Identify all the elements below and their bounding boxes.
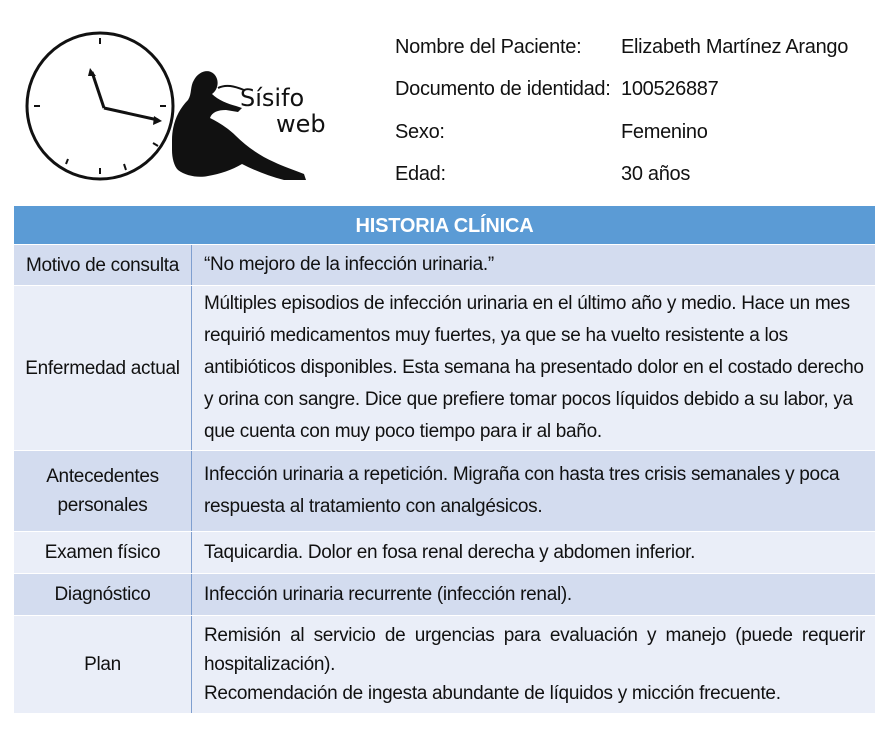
patient-document-value: 100526887: [621, 78, 719, 101]
diagnostico-label: Diagnóstico: [14, 574, 192, 616]
clinical-history-table: [13, 205, 876, 714]
row-plan: [14, 616, 876, 714]
patient-row-name: [395, 26, 865, 69]
plan-text-line2: Recomendación de ingesta abundante de líquidos y micción frecuente.: [204, 683, 781, 704]
table-title-text: HISTORIA CLÍNICA: [355, 214, 534, 237]
sisifo-web-logo: [22, 28, 326, 188]
patient-name-label: Nombre del Paciente:: [395, 35, 582, 58]
motivo-label: Motivo de consulta: [14, 245, 192, 286]
logo-text-sisifo: Sísifo: [240, 84, 305, 112]
patient-row-document: [395, 69, 865, 112]
enfermedad-label: Enfermedad actual: [14, 286, 192, 451]
examen-text: Taquicardia. Dolor en fosa renal derecha y abdomen inferior.: [192, 532, 876, 574]
patient-name-value: Elizabeth Martínez Arango: [621, 35, 849, 58]
plan-cell: [192, 616, 876, 714]
logo-text-web: web: [276, 110, 326, 138]
patient-age-value: 30 años: [621, 163, 691, 186]
table-header-row: [14, 206, 876, 245]
row-diagnostico: [14, 574, 876, 616]
table-title: [14, 206, 876, 245]
patient-sex-value: Femenino: [621, 120, 708, 143]
row-enfermedad: [14, 286, 876, 451]
antecedentes-label: Antecedentes personales: [14, 451, 192, 532]
row-motivo: [14, 245, 876, 286]
patient-info: [395, 26, 865, 196]
motivo-text: “No mejoro de la infección urinaria.”: [192, 245, 876, 286]
row-examen: [14, 532, 876, 574]
plan-label: Plan: [14, 616, 192, 714]
plan-text-line1: Remisión al servicio de urgencias para evaluación y manejo (puede requerir hospitalización).: [204, 625, 865, 675]
patient-row-age: [395, 154, 865, 197]
patient-sex-label: Sexo:: [395, 120, 445, 143]
antecedentes-text: Infección urinaria a repetición. Migraña con hasta tres crisis semanales y poca respuesta al tratamiento con analgésicos.: [192, 451, 876, 532]
diagnostico-text: Infección urinaria recurrente (infección renal).: [192, 574, 876, 616]
patient-document-label: Documento de identidad:: [395, 78, 611, 101]
enfermedad-text: Múltiples episodios de infección urinaria en el último año y medio. Hace un mes requirió medicamentos muy fuertes, ya que se ha vuelto resistente a los antibióticos disponibles. Esta semana ha presentado dolor en el costado derecho y orina con sangre. Dice que prefiere tomar pocos líquidos debido a su labor, ya que cuenta con muy poco tiempo para ir al baño.: [192, 286, 876, 451]
patient-row-sex: [395, 111, 865, 154]
patient-age-label: Edad:: [395, 163, 446, 186]
row-antecedentes: [14, 451, 876, 532]
examen-label: Examen físico: [14, 532, 192, 574]
